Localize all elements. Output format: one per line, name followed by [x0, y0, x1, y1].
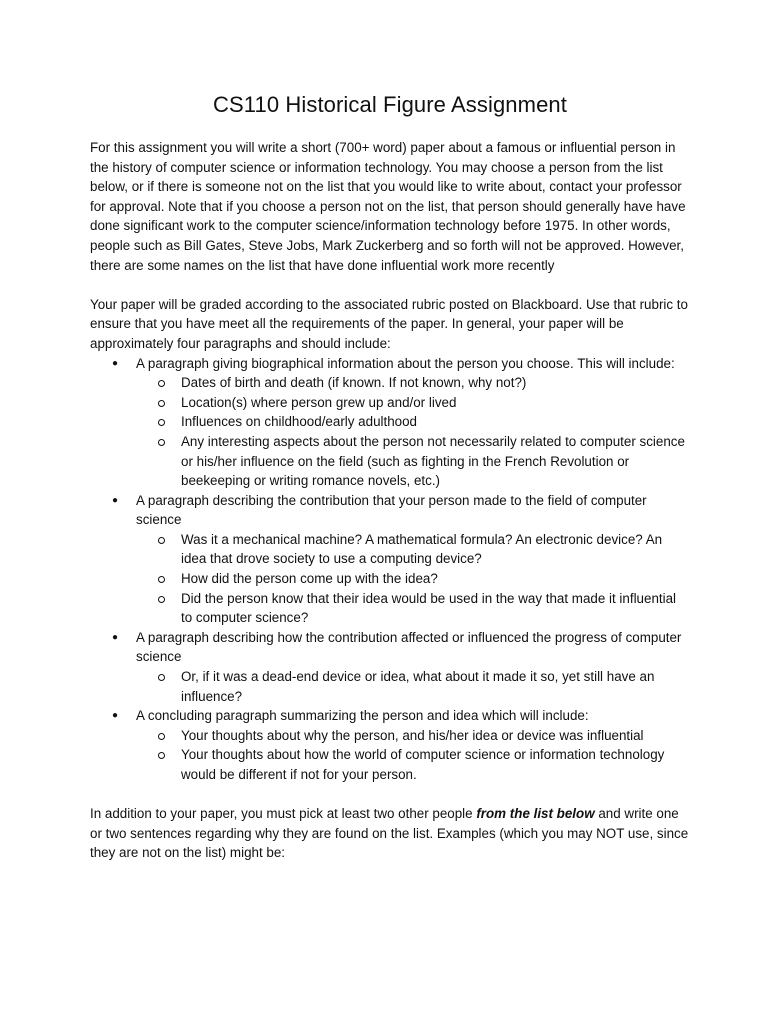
bullet-icon: ● [112, 710, 119, 722]
sub-list-item [136, 589, 690, 628]
list-item [90, 491, 690, 628]
sub-list [136, 530, 690, 628]
circle-bullet-icon [158, 733, 165, 740]
sub-list-item [136, 412, 690, 432]
closing-paragraph [90, 804, 690, 863]
sub-list-item-text: How did the person come up with the idea? [181, 571, 438, 587]
list-item-text: A paragraph giving biographical information about the person you choose. This will include: [136, 355, 675, 371]
paragraph-gap [90, 275, 690, 295]
sub-list-item-text: Any interesting aspects about the person not necessarily related to computer science or his/her influence on the field (such as fighting in the French Revolution or beekeeping or writing romance novels, etc.) [181, 433, 685, 489]
bullet-icon: ● [112, 494, 119, 506]
list-item-text: A paragraph describing the contribution that your person made to the field of computer science [136, 492, 647, 528]
sub-list-item-text: Dates of birth and death (if known. If not known, why not?) [181, 375, 527, 391]
list-item-text: A concluding paragraph summarizing the person and idea which will include: [136, 708, 589, 724]
sub-list-item [136, 373, 690, 393]
sub-list-item [136, 667, 690, 706]
grading-paragraph: Your paper will be graded according to the associated rubric posted on Blackboard. Use that rubric to ensure that you have meet all the requirements of the paper. In general, your paper will be approximately four paragraphs and should include: [90, 296, 688, 351]
circle-bullet-icon [158, 596, 165, 603]
sub-list [136, 726, 690, 785]
circle-bullet-icon [158, 576, 165, 583]
circle-bullet-icon [158, 674, 165, 681]
sub-list-item-text: Your thoughts about how the world of computer science or information technology would be different if not for your person. [181, 747, 665, 782]
sub-list-item [136, 726, 690, 746]
sub-list-item [136, 569, 690, 589]
document-title: CS110 Historical Figure Assignment [213, 92, 567, 117]
list-item-text: A paragraph describing how the contribution affected or influenced the progress of computer science [136, 629, 682, 665]
sub-list-item [136, 432, 690, 491]
circle-bullet-icon [158, 380, 165, 387]
circle-bullet-icon [158, 439, 165, 446]
closing-emphasis: from the list below [476, 806, 595, 822]
document-page [90, 88, 690, 863]
paragraph-gap [90, 785, 690, 805]
sub-list-item-text: Location(s) where person grew up and/or lived [181, 394, 457, 410]
closing-text-before: In addition to your paper, you must pick at least two other people [90, 806, 477, 822]
circle-bullet-icon [158, 537, 165, 544]
intro-paragraph: For this assignment you will write a short (700+ word) paper about a famous or influential person in the history of computer science or information technology. You may choose a person from the list below, or if there is someone not on the list that you would like to write about, contact your professor for approval. Note that if you choose a person not on the list, that person should generally have have done significant work to the computer science/information technology before 1975. In other words, people such as Bill Gates, Steve Jobs, Mark Zuckerberg and so forth will not be approved. However, there are some names on the list that have done influential work more recently [90, 140, 686, 273]
sub-list-item-text: Your thoughts about why the person, and his/her idea or device was influential [181, 727, 644, 743]
sub-list-item [136, 530, 690, 569]
circle-bullet-icon [158, 400, 165, 407]
sub-list-item [136, 393, 690, 413]
requirements-list [90, 354, 690, 785]
sub-list-item [136, 745, 690, 784]
bullet-icon: ● [112, 357, 119, 369]
closing-text-after: and write one or two sentences regarding why they are found on the list. Examples (which you may NOT use, since they are not on the list) might be: [90, 806, 689, 861]
list-item [90, 628, 690, 706]
sub-list-item-text: Did the person know that their idea would be used in the way that made it influential to computer science? [181, 590, 677, 626]
sub-list-item-text: Influences on childhood/early adulthood [181, 414, 417, 430]
sub-list-item-text: Was it a mechanical machine? A mathematical formula? An electronic device? An idea that drove society to use a computing device? [181, 531, 663, 567]
circle-bullet-icon [158, 419, 165, 426]
bullet-icon: ● [112, 631, 119, 643]
list-item [90, 354, 690, 491]
circle-bullet-icon [158, 752, 165, 759]
sub-list [136, 373, 690, 491]
sub-list-item-text: Or, if it was a dead-end device or idea, what about it made it so, yet still have an influence? [181, 669, 655, 704]
list-item [90, 706, 690, 784]
sub-list [136, 667, 690, 706]
